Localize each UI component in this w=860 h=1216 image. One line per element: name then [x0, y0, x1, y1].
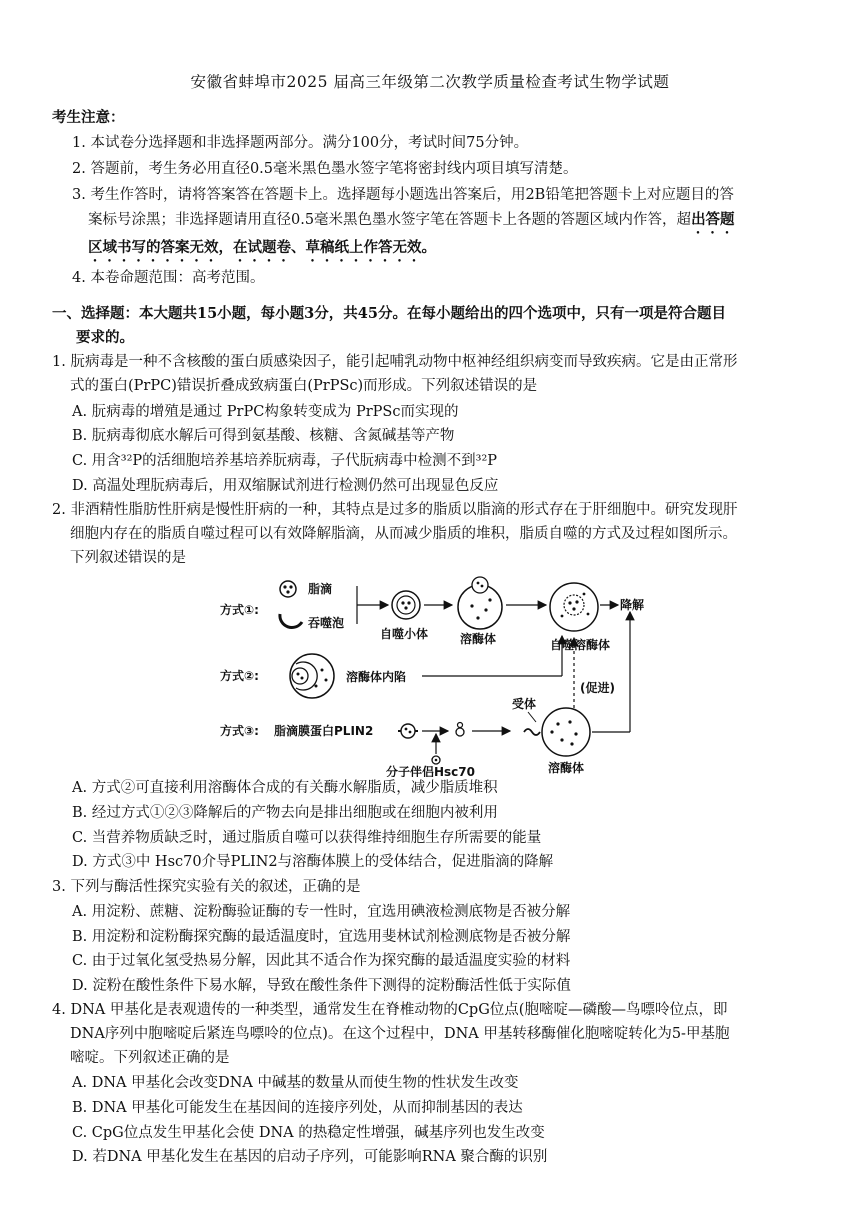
q4-stem-2: DNA序列中胞嘧啶后紧连鸟嘌呤的位点)。在这个过程中，DNA 甲基转移酶催化胞嘧啶转化为5-甲基胞: [70, 1026, 730, 1042]
way3-label: 方式③:: [220, 724, 259, 738]
notice-emphasis-1: 出答题: [691, 211, 735, 228]
notice-heading: 考生注意：: [52, 109, 125, 126]
autophagosome-icon: [392, 591, 420, 619]
q3-stem: 3. 下列与酶活性探究实验有关的叙述，正确的是: [52, 879, 361, 895]
q2-stem-3: 下列叙述错误的是: [70, 550, 186, 566]
way1-label: 方式①:: [220, 603, 259, 617]
degrade-label: 降解: [620, 598, 645, 612]
q2-stem-2: 细胞内存在的脂质自噬过程可以有效降解脂滴，从而减少脂质的堆积，脂质自噬的方式及过程如图所示。: [70, 526, 737, 542]
q3-option-d: D. 淀粉在酸性条件下易水解，导致在酸性条件下测得的淀粉酶活性低于实际值: [72, 978, 571, 994]
receptor-icon: [524, 729, 540, 735]
lipophagy-diagram: [210, 572, 650, 777]
q3-option-a: A. 用淀粉、蔗糖、淀粉酶验证酶的专一性时，宜选用碘液检测底物是否被分解: [72, 904, 571, 920]
invagination-icon: [290, 654, 334, 698]
q4-option-a: A. DNA 甲基化会改变DNA 中碱基的数量从而使生物的性状发生改变: [72, 1075, 519, 1091]
receptor-label: 受体: [512, 697, 537, 711]
q1-option-b: B. 朊病毒彻底水解后可得到氨基酸、核糖、含氮碱基等产物: [72, 428, 455, 444]
exam-title: 安徽省蚌埠市2025 届高三年级第二次教学质量检查考试生物学试题: [190, 73, 670, 91]
q4-option-c: C. CpG位点发生甲基化会使 DNA 的热稳定性增强，碱基序列也发生改变: [72, 1125, 545, 1141]
section-heading: 一、选择题：本大题共15小题，每小题3分，共45分。在每小题给出的四个选项中，只有一项是符合题目: [52, 305, 726, 322]
q4-stem-3: 嘧啶。下列叙述正确的是: [70, 1050, 230, 1066]
lysosome-icon-2: [542, 708, 590, 756]
notice-item-4: 4. 本卷命题范围：高考范围。: [72, 270, 265, 286]
q1-stem-1: 1. 朊病毒是一种不含核酸的蛋白质感染因子，能引起哺乳动物中枢神经组织病变而导致疾病。它是由正常形: [52, 354, 738, 370]
q2-option-b: B. 经过方式①②③降解后的产物去向是排出细胞或在细胞内被利用: [72, 805, 498, 821]
q4-option-d: D. 若DNA 甲基化发生在基因的启动子序列，可能影响RNA 聚合酶的识别: [72, 1149, 548, 1165]
notice-item-2: 2. 答题前，考生务必用直径0.5毫米黑色墨水签字笔将密封线内项目填写清楚。: [72, 161, 578, 177]
notice-emphasis-2-text: 区域书写的答案无效，在试题卷、草稿纸上作答无效。: [88, 239, 436, 256]
hsc70-icon: [432, 756, 440, 764]
notice-item-3-text: 案标号涂黑；非选择题请用直径0.5毫米黑色墨水签字笔在答题卡上各题的答题区域内作答，超: [88, 212, 692, 228]
q2-option-c: C. 当营养物质缺乏时，通过脂质自噬可以获得维持细胞生存所需要的能量: [72, 830, 542, 846]
q1-option-d: D. 高温处理朊病毒后，用双缩脲试剂进行检测仍然可出现显色反应: [72, 478, 499, 494]
notice-item-1: 1. 本试卷分选择题和非选择题两部分。满分100分，考试时间75分钟。: [72, 135, 529, 151]
promote-label: (促进): [580, 681, 615, 695]
autophagosome-label: 自噬小体: [380, 627, 429, 641]
q2-option-a: A. 方式②可直接利用溶酶体合成的有关酶水解脂质，减少脂质堆积: [72, 780, 498, 796]
q1-option-c: C. 用含³²P的活细胞培养基培养朊病毒，子代朊病毒中检测不到³²P: [72, 453, 498, 469]
autolysosome-label: 自噬溶酶体: [550, 638, 611, 652]
way2-label: 方式②:: [220, 669, 259, 683]
notice-item-3-cont: [88, 208, 735, 237]
q1-option-a: A. 朊病毒的增殖是通过 PrPC构象转变成为 PrPSc而实现的: [72, 404, 459, 420]
q3-option-c: C. 由于过氧化氢受热易分解，因此其不适合作为探究酶的最适温度实验的材料: [72, 953, 571, 969]
notice-emphasis-2: [88, 236, 436, 265]
q3-option-b: B. 用淀粉和淀粉酶探究酶的最适温度时，宜选用斐林试剂检测底物是否被分解: [72, 929, 571, 945]
complex-icon: [456, 723, 464, 737]
plin2-label: 脂滴膜蛋白PLIN2: [274, 724, 374, 738]
plin2-droplet-icon: [398, 724, 418, 738]
lipid-droplet-icon: [280, 581, 296, 597]
lipid-droplet-label: 脂滴: [308, 582, 333, 596]
q4-option-b: B. DNA 甲基化可能发生在基因间的连接序列处，从而抑制基因的表达: [72, 1100, 523, 1116]
invagination-label: 溶酶体内陷: [346, 670, 407, 684]
notice-item-3: 3. 考生作答时，请将答案答在答题卡上。选择题每小题选出答案后，用2B铅笔把答题卡上对应题目的答: [72, 187, 734, 203]
phagophore-label: 吞噬泡: [308, 616, 345, 630]
autolysosome-icon: [550, 583, 598, 631]
lysosome-icon: [458, 577, 502, 629]
q1-stem-2: 式的蛋白(PrPC)错误折叠成致病蛋白(PrPSc)而形成。下列叙述错误的是: [70, 378, 538, 394]
q2-stem-1: 2. 非酒精性脂肪性肝病是慢性肝病的一种，其特点是过多的脂质以脂滴的形式存在于肝细胞中。研究发现肝: [52, 502, 738, 518]
q2-option-d: D. 方式③中 Hsc70介导PLIN2与溶酶体膜上的受体结合，促进脂滴的降解: [72, 854, 554, 870]
section-heading-cont: 要求的。: [76, 329, 134, 346]
lysosome-label-2: 溶酶体: [548, 761, 585, 775]
q4-stem-1: 4. DNA 甲基化是表观遗传的一种类型，通常发生在脊椎动物的CpG位点(胞嘧啶—磷酸—鸟嘌呤位点，即: [52, 1002, 728, 1018]
lysosome-label-1: 溶酶体: [460, 632, 497, 646]
phagophore-icon: [280, 614, 302, 628]
hsc70-label: 分子伴侣Hsc70: [386, 765, 475, 777]
